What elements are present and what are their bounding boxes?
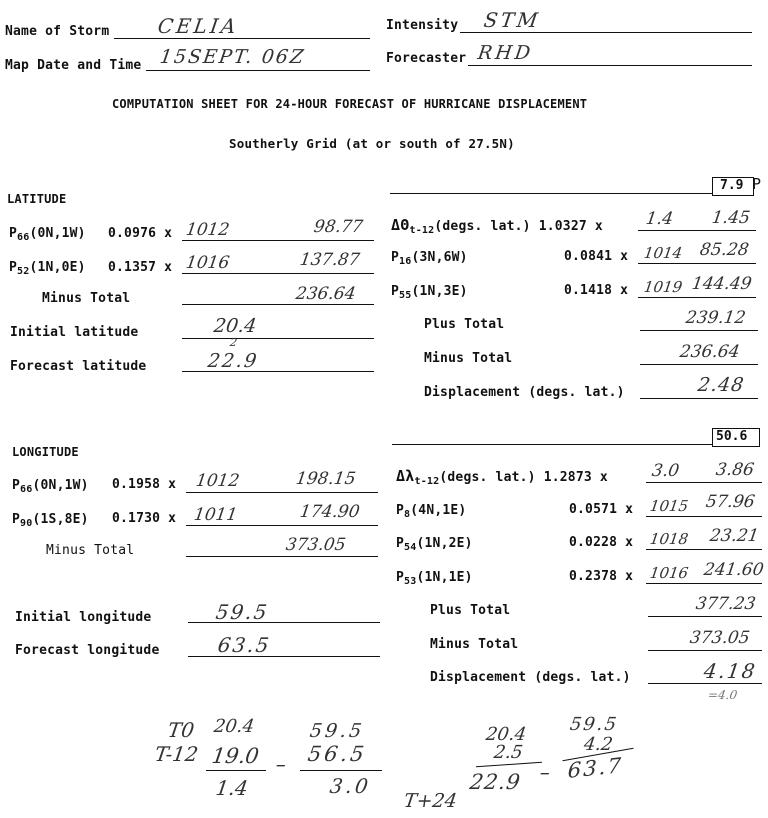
storm-name-label: Name of Storm [5, 24, 110, 39]
lon-p66-input[interactable]: 1012 [194, 471, 241, 491]
initial-latitude-value[interactable]: 20.4 [212, 315, 258, 337]
lon-p66-label: $P_{66}(0N,1W)$ [12, 478, 89, 495]
lon-p54-result[interactable]: 23.21 [708, 526, 761, 546]
scratch-t12-label: T-12 [153, 742, 200, 766]
lat-p16-line [638, 263, 756, 264]
scratch-lat-rule [206, 770, 266, 771]
lon-plus-total-label: Plus Total [430, 603, 511, 618]
forecaster-value[interactable]: RHD [476, 42, 535, 64]
lat-p16-coef: 0.0841 x [564, 249, 629, 264]
scratch-add-lat-a: 20.4 [484, 724, 528, 745]
lat-displacement-label: Displacement (degs. lat.) [424, 385, 625, 400]
forecast-longitude-label: Forecast longitude [15, 643, 160, 658]
lat-p16-label: $P_{16}(3N,6W)$ [391, 250, 468, 267]
lon-p54-coef: 0.0228 x [569, 535, 634, 550]
lon-displacement-line [648, 683, 762, 684]
lat-right-minus-total-value[interactable]: 236.64 [678, 342, 741, 362]
scratch-add-lat-b: 2.5 [492, 742, 525, 763]
lon-right-minus-total-label: Minus Total [430, 637, 519, 652]
lat-delta-line [638, 230, 756, 231]
lat-p55-line [638, 297, 756, 298]
lon-displacement-value[interactable]: 4.18 [702, 659, 759, 683]
scratch-diff-lat: 1.4 [214, 776, 250, 800]
lat-delta-label: $\Delta\Theta_{t-12}(degs$. lat.) 1.0327 x [391, 216, 603, 236]
lon-delta-line [646, 482, 762, 483]
lat-p16-input[interactable]: 1014 [642, 244, 684, 262]
lat-p66-line [182, 240, 374, 241]
lat-p52-line [182, 273, 374, 274]
lat-p55-label: $P_{55}(1N,3E)$ [391, 284, 468, 301]
lon-minus-total-label: Minus Total [46, 543, 135, 558]
lat-p52-label: $P_{52}(1N,0E)$ [9, 260, 86, 277]
lat-displacement-value[interactable]: 2.48 [696, 374, 746, 396]
initial-latitude-label: Initial latitude [10, 325, 139, 340]
lat-displacement-line [640, 398, 758, 399]
lat-p55-input[interactable]: 1019 [642, 278, 684, 296]
forecaster-label: Forecaster [386, 51, 467, 66]
lon-minus-total-value[interactable]: 373.05 [284, 535, 347, 555]
scratch-t12-lon: 56.5 [306, 742, 369, 766]
sheet-subtitle: Southerly Grid (at or south of 27.5N) [229, 136, 515, 151]
lat-p66-result[interactable]: 98.77 [312, 217, 365, 237]
lon-box-value: 50.6 [716, 429, 748, 444]
forecast-longitude-value[interactable]: 63.5 [216, 633, 273, 657]
lat-right-top-line [390, 193, 712, 194]
scratch-dash-1: – [274, 752, 288, 776]
lat-p66-label: $P_{66}(0N,1W)$ [9, 226, 86, 243]
lon-delta-result[interactable]: 3.86 [714, 460, 756, 480]
lat-right-minus-total-label: Minus Total [424, 351, 513, 366]
lon-p8-label: $P_8(4N,1E)$ [396, 503, 467, 520]
lat-p66-coef: 0.0976 x [108, 226, 173, 241]
scratch-dash-2: – [538, 760, 552, 784]
lat-p66-input[interactable]: 1012 [184, 220, 231, 240]
scratch-add-lon-b: 4.2 [582, 734, 615, 755]
lat-delta-result[interactable]: 1.45 [710, 208, 752, 228]
lat-plus-total-label: Plus Total [424, 317, 505, 332]
lon-displacement-note: =4.0 [707, 688, 739, 702]
lat-p52-coef: 0.1357 x [108, 260, 173, 275]
lon-p54-line [646, 549, 762, 550]
lon-p53-coef: 0.2378 x [569, 569, 634, 584]
lon-p90-label: $P_{90}(1S,8E)$ [12, 512, 89, 529]
scratch-t0-lat: 20.4 [212, 716, 256, 737]
initial-latitude-line [182, 338, 374, 339]
forecast-latitude-label: Forecast latitude [10, 359, 147, 374]
scratch-lon-rule [300, 770, 382, 771]
lat-minus-total-value[interactable]: 236.64 [294, 284, 357, 304]
scratch-t24-label: T+24 [402, 790, 459, 812]
initial-longitude-label: Initial longitude [15, 610, 152, 625]
storm-name-line [114, 38, 370, 39]
map-date-line [146, 70, 370, 71]
lon-right-top-line [392, 444, 712, 445]
lon-p54-input[interactable]: 1018 [648, 530, 690, 548]
lat-box-value: 7.9 [720, 178, 744, 193]
scratch-t12-lat: 19.0 [210, 744, 261, 768]
scratch-t24-lat: 22.9 [468, 770, 523, 794]
lat-right-minus-total-line [640, 364, 758, 365]
lon-p90-result[interactable]: 174.90 [298, 502, 361, 522]
lon-delta-label: $\Delta\lambda_{t-12}(degs$. lat.) 1.2873 x [396, 467, 608, 487]
longitude-heading: LONGITUDE [12, 445, 79, 459]
lat-plus-total-value[interactable]: 239.12 [684, 308, 747, 328]
lat-minus-total-label: Minus Total [42, 291, 131, 306]
lon-p90-input[interactable]: 1011 [192, 505, 239, 525]
lon-plus-total-value[interactable]: 377.23 [694, 594, 757, 614]
lat-p52-result[interactable]: 137.87 [298, 250, 361, 270]
lon-p53-label: $P_{53}(1N,1E)$ [396, 570, 473, 587]
scratch-diff-lon: 3.0 [328, 774, 373, 798]
lon-minus-total-line [186, 556, 378, 557]
lat-delta-input[interactable]: 1.4 [644, 209, 675, 229]
lat-minus-total-line [182, 304, 374, 305]
map-date-label: Map Date and Time [5, 58, 142, 73]
intensity-value[interactable]: STM [482, 8, 543, 32]
lon-displacement-label: Displacement (degs. lat.) [430, 670, 631, 685]
lon-p53-input[interactable]: 1016 [648, 564, 690, 582]
lat-p52-input[interactable]: 1016 [184, 253, 231, 273]
lon-p53-line [646, 583, 762, 584]
intensity-line [460, 32, 752, 33]
lon-right-minus-total-line [648, 650, 762, 651]
lon-p90-coef: 0.1730 x [112, 511, 177, 526]
forecast-latitude-value[interactable]: 22.9 [206, 350, 260, 372]
scratch-t24-lon: 63.7 [567, 753, 624, 783]
intensity-label: Intensity [386, 18, 459, 33]
lat-p16-result[interactable]: 85.28 [698, 240, 751, 260]
lon-p66-result[interactable]: 198.15 [294, 469, 357, 489]
lon-p54-label: $P_{54}(1N,2E)$ [396, 536, 473, 553]
map-date-value[interactable]: 15SEPT. 06Z [158, 46, 307, 68]
lat-box-mark: P [752, 175, 762, 193]
lon-p66-line [186, 492, 378, 493]
forecaster-line [468, 65, 752, 66]
scratch-t0-label: T0 [166, 718, 196, 742]
lon-p8-line [646, 516, 762, 517]
sheet-title: COMPUTATION SHEET FOR 24-HOUR FORECAST OF HURRICANE DISPLACEMENT [112, 97, 588, 111]
initial-latitude-note: 2 [229, 336, 238, 349]
lat-p55-coef: 0.1418 x [564, 283, 629, 298]
storm-name-value[interactable]: CELIA [156, 14, 241, 38]
scratch-t0-lon: 59.5 [308, 720, 366, 742]
lon-right-minus-total-value[interactable]: 373.05 [688, 628, 751, 648]
scratch-add-lon-a: 59.5 [568, 714, 620, 735]
lon-p8-input[interactable]: 1015 [648, 497, 690, 515]
lon-p8-coef: 0.0571 x [569, 502, 634, 517]
lon-p8-result[interactable]: 57.96 [704, 492, 757, 512]
latitude-heading: LATITUDE [7, 192, 67, 206]
lon-p90-line [186, 525, 378, 526]
initial-longitude-value[interactable]: 59.5 [214, 600, 271, 624]
lat-plus-total-line [640, 330, 758, 331]
lon-p66-coef: 0.1958 x [112, 477, 177, 492]
lon-p53-result[interactable]: 241.60 [702, 560, 765, 580]
lat-p55-result[interactable]: 144.49 [690, 274, 753, 294]
lon-delta-input[interactable]: 3.0 [650, 461, 681, 481]
lon-plus-total-line [648, 616, 762, 617]
